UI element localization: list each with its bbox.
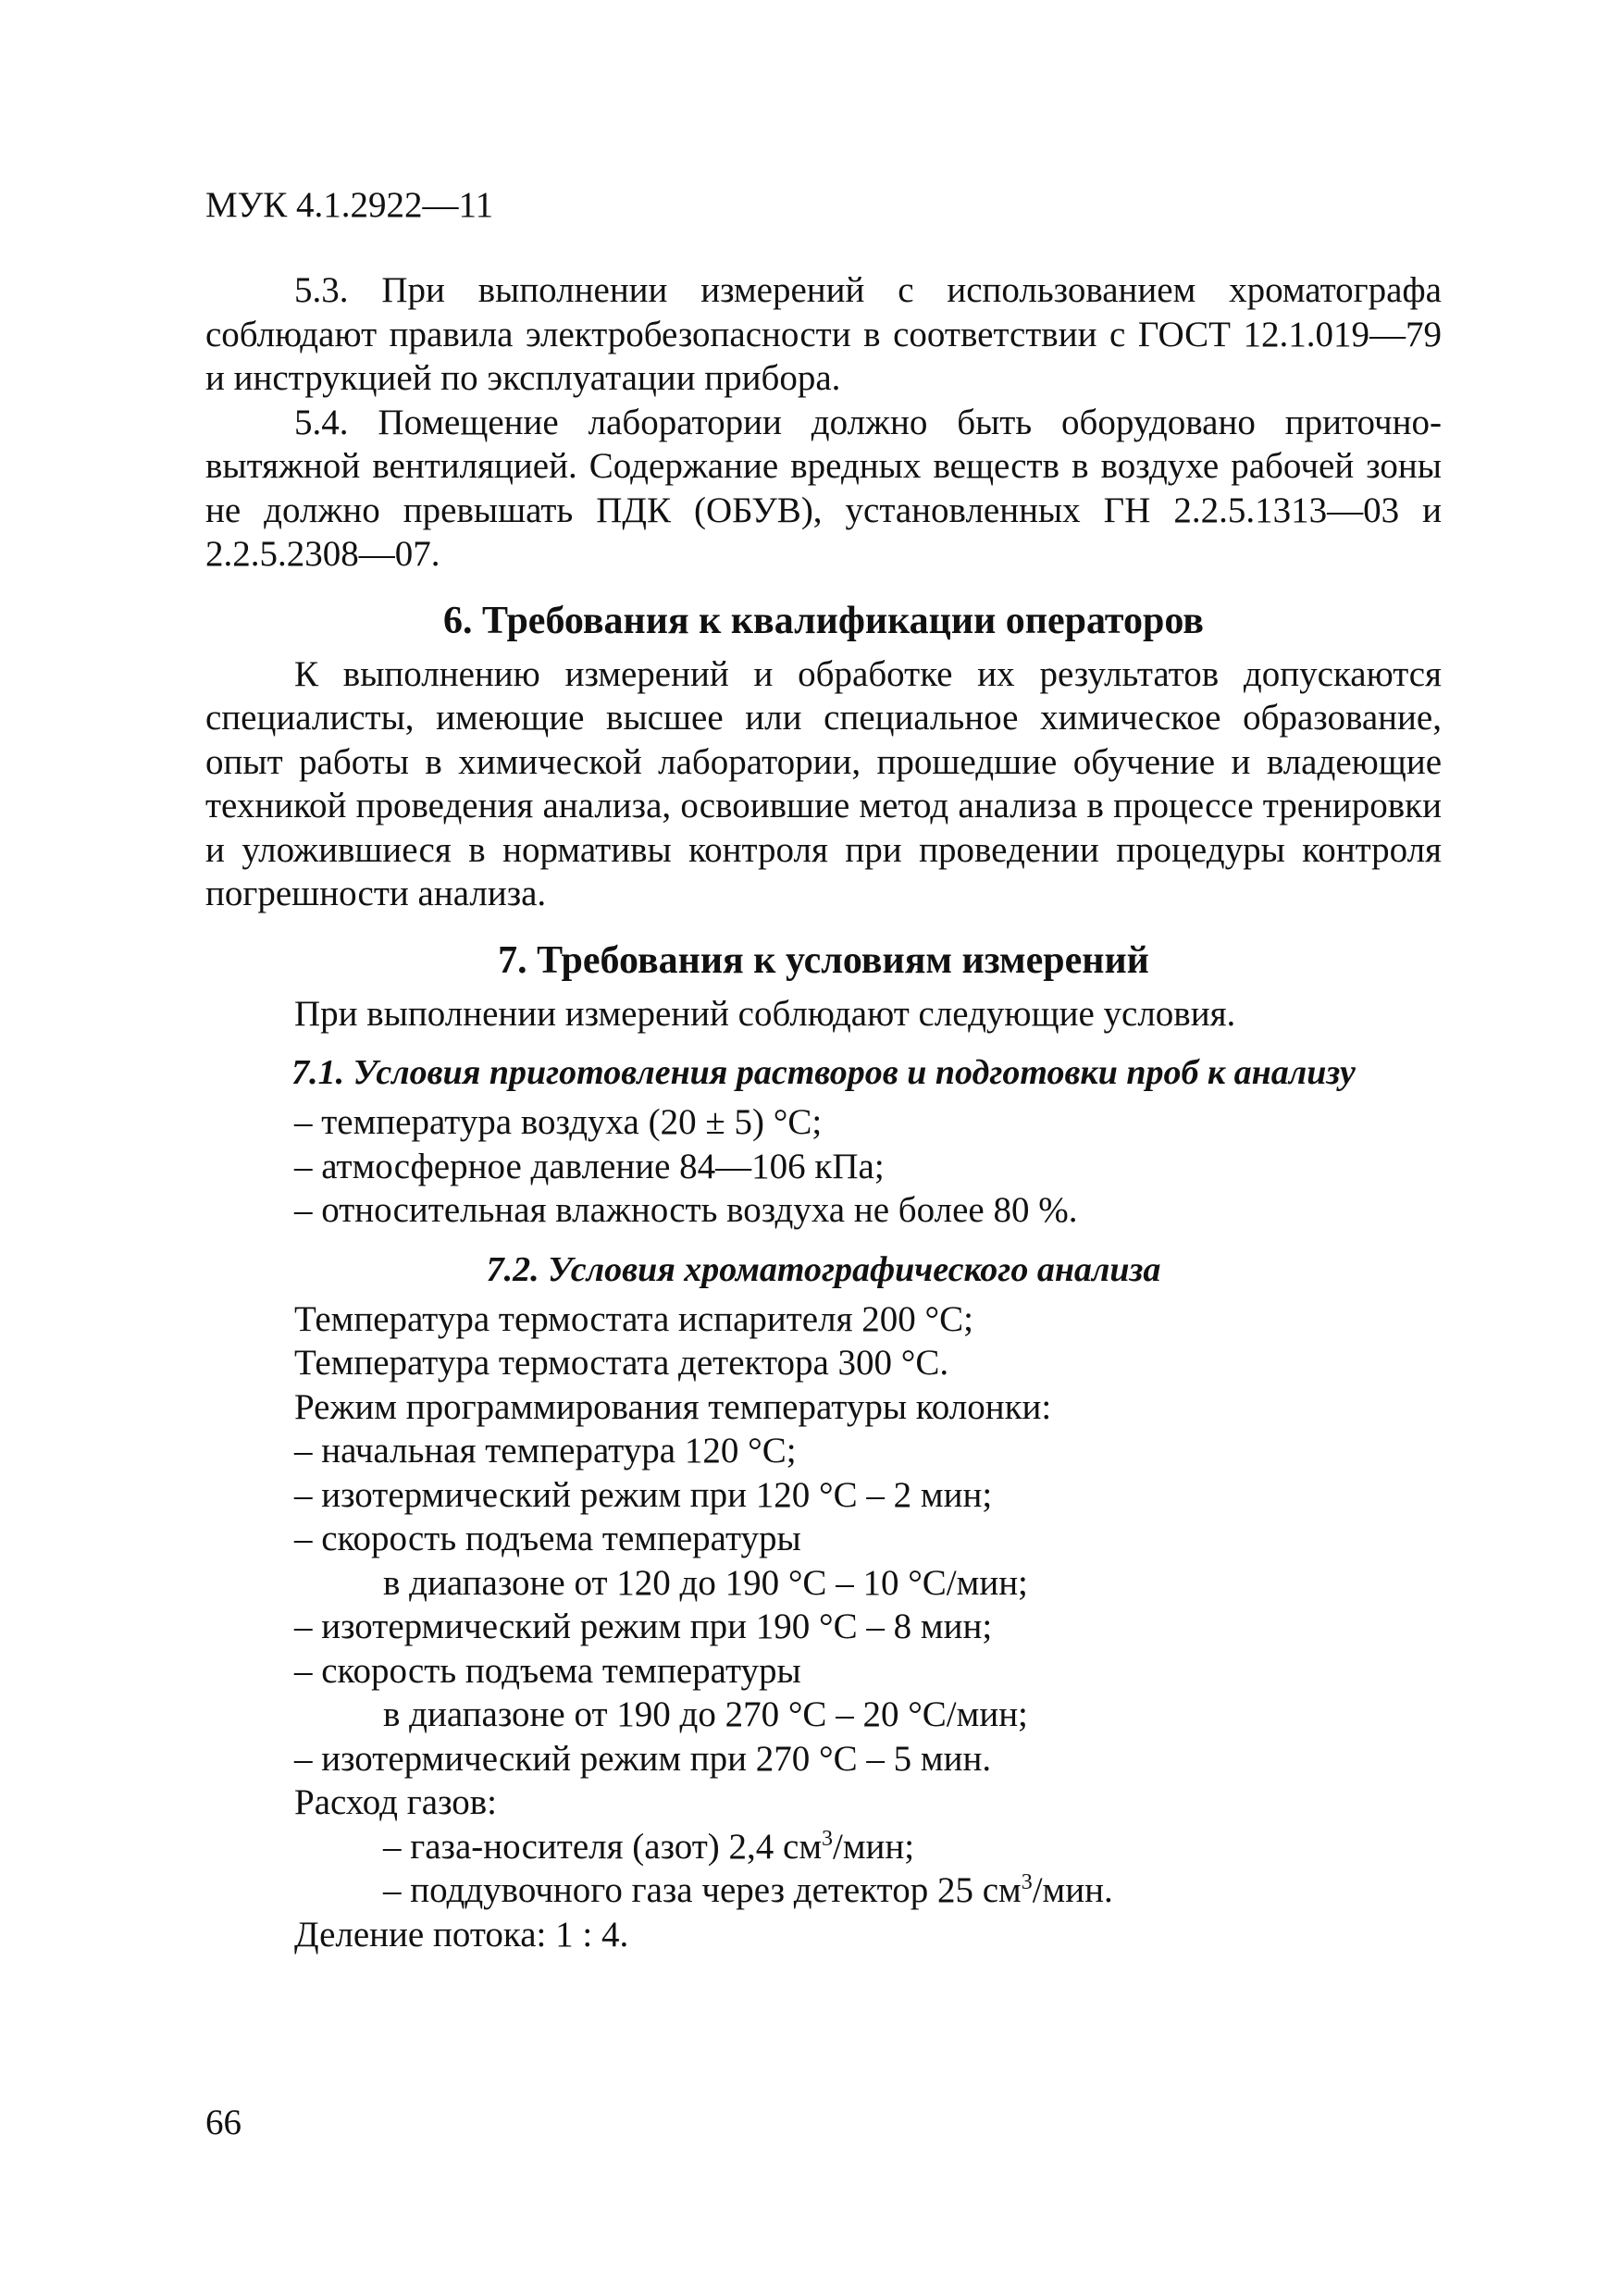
page-number: 66 <box>205 2103 242 2142</box>
condition-line: Режим программирования температуры колонки: <box>294 1386 1052 1427</box>
section-7-title: 7. Требования к условиям измерений <box>498 938 1149 982</box>
gas-flow-makeup <box>294 1868 1442 1913</box>
condition-line: – изотермический режим при 190 °С – 8 мин; <box>294 1607 993 1646</box>
paragraph-6: К выполнению измерений и обработке их результатов допускаются специалисты, имеющие высшее или специальное химическое образование, опыт работы в химической лаборатории, прошедшие обучение и владеющие техникой проведения анализа, освоившие метод анализа в процессе тренировки и уложившиеся в нормативы контроля при проведении процедуры контроля погрешности анализа. <box>205 653 1442 913</box>
subsection-7-2-title: 7.2. Условия хроматографического анализа <box>486 1249 1161 1289</box>
superscript: 3 <box>1021 1870 1033 1894</box>
gas-flow-makeup-text: – поддувочного газа через детектор 25 см <box>383 1870 1022 1910</box>
subsection-7-2-conditions <box>294 1297 1442 1957</box>
condition-line: – изотермический режим при 120 °С – 2 мин; <box>294 1474 993 1515</box>
section-7-intro: При выполнении измерений соблюдают следующие условия. <box>294 993 1236 1034</box>
condition-line: – изотермический режим при 270 °С – 5 мин. <box>294 1738 992 1779</box>
section-6-block <box>205 652 1442 916</box>
subsection-7-1-title: 7.1. Условия приготовления растворов и подготовки проб к анализу <box>291 1053 1356 1092</box>
condition-line: в диапазоне от 120 до 190 °С – 10 °С/мин; <box>383 1562 1028 1603</box>
condition-line: – начальная температура 120 °С; <box>294 1431 797 1471</box>
paragraph-5-4: 5.4. Помещение лаборатории должно быть оборудовано приточно-вытяжной вентиляцией. Содержание вредных веществ в воздухе рабочей зоны не должно превышать ПДК (ОБУВ), установленных ГН 2.2.5.1313—03 и 2.2.5.2308—07. <box>205 402 1442 574</box>
gas-flow-carrier-unit: /мин; <box>833 1826 915 1867</box>
gas-flow-makeup-unit: /мин. <box>1032 1870 1113 1910</box>
paragraph-5-3: 5.3. При выполнении измерений с использованием хроматографа соблюдают правила электробезопасности в соответствии с ГОСТ 12.1.019—79 и инструкцией по эксплуатации прибора. <box>205 270 1442 398</box>
gas-flow-carrier <box>294 1825 1442 1869</box>
condition-line: – скорость подъема температуры <box>294 1519 801 1558</box>
list-item: – температура воздуха (20 ± 5) °С; <box>294 1102 823 1142</box>
condition-line: в диапазоне от 190 до 270 °С – 20 °С/мин; <box>383 1694 1028 1734</box>
condition-line: – скорость подъема температуры <box>294 1650 801 1691</box>
superscript: 3 <box>822 1826 834 1851</box>
running-header: МУК 4.1.2922—11 <box>205 185 494 225</box>
list-item: – относительная влажность воздуха не более 80 %. <box>294 1190 1078 1230</box>
section-5-block <box>205 268 1442 577</box>
section-6-title: 6. Требования к квалификации операторов <box>443 599 1204 642</box>
subsection-7-1-list <box>294 1100 1442 1233</box>
condition-line: Расход газов: <box>294 1782 498 1822</box>
flow-split-line: Деление потока: 1 : 4. <box>294 1914 629 1955</box>
condition-line: Температура термостата детектора 300 °С. <box>294 1343 949 1383</box>
list-item: – атмосферное давление 84—106 кПа; <box>294 1146 885 1186</box>
page-content <box>205 268 1442 1956</box>
condition-line: Температура термостата испарителя 200 °С; <box>294 1298 973 1339</box>
gas-flow-carrier-text: – газа-носителя (азот) 2,4 см <box>383 1826 823 1867</box>
